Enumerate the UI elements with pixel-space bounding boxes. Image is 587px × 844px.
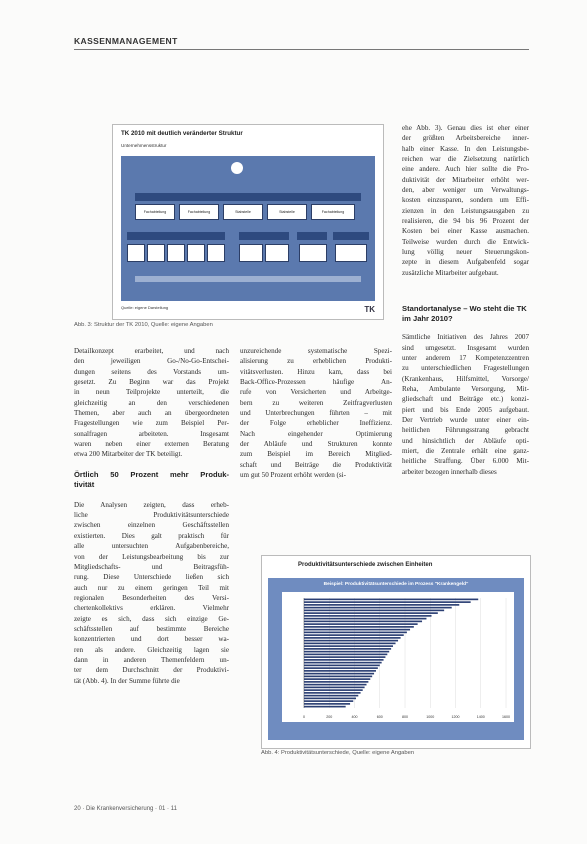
fig3-lower-bar-3 xyxy=(297,232,327,240)
fig3-box-1: Fachabteilung xyxy=(135,204,175,220)
fig3-unit-8 xyxy=(299,244,327,262)
text-line: ren als andere. Gleichzeitig lagen sie xyxy=(74,645,229,654)
fig4-chart-panel xyxy=(268,578,524,740)
fig3-unit-4 xyxy=(187,244,205,262)
text-line: gleichzeitig an den verschiedenen xyxy=(74,398,229,407)
x-tick-label: 800 xyxy=(402,715,408,719)
fig3-unit-9 xyxy=(335,244,367,262)
text-line: schäftsstellen auf bestimmte Bereiche xyxy=(74,624,229,633)
text-line: zwischen einzelnen Geschäftsstellen xyxy=(74,521,229,530)
text-line: Fragestellungen wie zum Beispiel Per- xyxy=(74,419,229,428)
text-line: Themen, aber auch an übergeordneten xyxy=(74,409,229,418)
bar xyxy=(304,634,404,636)
fig3-upper-bar xyxy=(135,193,361,201)
figure-3 xyxy=(112,124,384,320)
text-line: der größten Arbeitsbereiche inner- xyxy=(402,134,529,143)
bar xyxy=(304,667,378,669)
fig3-box-5: Fachabteilung xyxy=(311,204,355,220)
right-subhead xyxy=(402,304,529,324)
text-line: gliedschaft und Beiträge etc.) konzi- xyxy=(402,395,529,404)
text-line: zepte in diesem Aufgabenfeld sogar xyxy=(402,258,529,267)
left-subhead-line: tivität xyxy=(74,479,95,489)
text-line: zu unterschiedlichen Fragestellungen xyxy=(402,364,529,373)
bar xyxy=(304,706,346,708)
fig4-title: Produktivitätsunterschiede zwischen Einheiten xyxy=(298,562,433,568)
fig3-unit-6 xyxy=(239,244,263,262)
text-line: kosten einzusparen, sondern um Effi- xyxy=(402,196,529,205)
text-line: zusätzliche Mitarbeiter aufgebaut. xyxy=(402,268,499,277)
text-line: auch nur zu einem geringen Teil mit xyxy=(74,583,229,592)
text-line: Der Vertrieb wurde unter einer ein- xyxy=(402,415,529,424)
text-line: waren neben einer externen Beratung xyxy=(74,440,229,449)
fig4-chart-title: Beispiel: Produktivitätsunterschiede im Prozess "Krankengeld" xyxy=(323,582,469,587)
bar xyxy=(304,681,368,683)
fig3-org-chart xyxy=(121,156,375,301)
bar xyxy=(304,651,389,653)
fig4-caption: Abb. 4: Produktivitätsunterschiede, Quelle: eigene Angaben xyxy=(261,750,415,756)
text-line: miert, die Zentrale erhält eine ganz- xyxy=(402,446,529,455)
text-line: duktivität der Mitarbeiter erhöht wer- xyxy=(402,175,529,184)
bar xyxy=(304,610,444,612)
fig3-box-4: Stabstelle xyxy=(267,204,307,220)
header-rule xyxy=(74,49,529,50)
text-line: etwa 200 Mitarbeiter der TK beteiligt. xyxy=(74,450,183,459)
text-line: ter dem Durchschnitt der Produktivi- xyxy=(74,666,229,675)
fig3-caption: Abb. 3: Struktur der TK 2010, Quelle: eigene Angaben xyxy=(74,322,213,328)
text-line: in neun Teilprojekte unterteilt, die xyxy=(74,388,229,397)
bar xyxy=(304,703,350,705)
fig3-unit-3 xyxy=(167,244,185,262)
bar xyxy=(304,618,426,620)
text-line: tät (Abb. 4). In der Summe führte die xyxy=(74,676,180,685)
text-line: Back-Office-Prozessen häufige An- xyxy=(240,378,392,387)
bar xyxy=(304,623,418,625)
bar xyxy=(304,659,384,661)
text-line: arbeiter bezogen innerhalb dieses xyxy=(402,467,497,476)
text-line: zeigte es sich, dass sich einzige Ge- xyxy=(74,614,229,623)
right-para-2 xyxy=(402,332,529,477)
fig3-unit-2 xyxy=(147,244,165,262)
figure-4 xyxy=(261,555,531,749)
running-header: KASSENMANAGEMENT xyxy=(74,36,178,46)
page-footer: 20 · Die Krankenversicherung · 01 · 11 xyxy=(74,806,177,812)
left-para-1 xyxy=(74,346,229,460)
text-line: ehe Abb. 3). Genau dies ist eher einer xyxy=(402,124,529,132)
text-line: Die Analysen zeigten, dass erheb- xyxy=(74,500,229,509)
x-tick-label: 1400 xyxy=(476,715,485,719)
text-line: sind umgesetzt. Insgesamt wurden xyxy=(402,343,529,352)
left-column xyxy=(74,346,229,686)
text-line: Detailkonzept erarbeitet, und nach xyxy=(74,347,229,355)
text-line: unter anderem 17 Kompetenzzentren xyxy=(402,353,529,362)
text-line: gesetzt. Zu Beginn war das Projekt xyxy=(74,378,229,387)
bar xyxy=(304,632,407,634)
bar xyxy=(304,684,366,686)
fig3-title: TK 2010 mit deutlich veränderter Struktur xyxy=(121,130,243,137)
text-line: konzentrierten und dort besser wa- xyxy=(74,635,229,644)
tk-logo-icon: TK xyxy=(364,305,375,314)
text-line: regionalen Besonderheiten des Versi- xyxy=(74,593,229,602)
text-line: vitätsverlusten. Hinzu kam, dass bei xyxy=(240,367,392,376)
text-line: chertenkollektivs erklären. Vielmehr xyxy=(74,604,229,613)
bar xyxy=(304,645,393,647)
text-line: zum Beispiel im Bereich Mitglied- xyxy=(240,450,392,459)
text-line: Teilweise wurden durch die Entwick- xyxy=(402,237,529,246)
text-line: dann in anderen Themenfeldern un- xyxy=(74,655,229,664)
text-line: der Abläufe und Strukturen konnte xyxy=(240,440,392,449)
right-column xyxy=(402,123,529,477)
text-line: den, aber weniger um Verwaltungs- xyxy=(402,186,529,195)
text-line: dungen seitens des Vorstands um- xyxy=(74,367,229,376)
x-tick-label: 1000 xyxy=(426,715,435,719)
fig3-lower-bar-4 xyxy=(333,232,369,240)
productivity-bar-chart xyxy=(282,592,514,722)
text-line: bern zu weiteren Zeitfragverlusten xyxy=(240,398,392,407)
text-line: eine andere. Auch hier sollte die Pro- xyxy=(402,165,529,174)
bar xyxy=(304,678,370,680)
text-line: rufe von Versicherten und Arbeitge- xyxy=(240,388,392,397)
text-line: piert und bis Ende 2005 aufgebaut. xyxy=(402,405,529,414)
bar xyxy=(304,665,380,667)
bar xyxy=(304,643,396,645)
bar xyxy=(304,615,432,617)
text-line: reichen war die Zielsetzung natürlich xyxy=(402,155,529,164)
right-subhead-line: im Jahr 2010? xyxy=(402,314,453,324)
bar xyxy=(304,656,385,658)
text-line: Nach eingehender Optimierung xyxy=(240,429,392,438)
bar xyxy=(304,601,471,603)
left-subhead-line: Örtlich 50 Prozent mehr Produk- xyxy=(74,469,229,479)
bar xyxy=(304,640,398,642)
x-tick-label: 600 xyxy=(376,715,383,719)
text-line: schaft und Beiträge die Produktivität xyxy=(240,460,392,469)
fig3-footer: Quelle: eigene Darstellung xyxy=(121,305,169,310)
text-line: den jeweiligen Go-/No-Go-Entschei- xyxy=(74,357,229,366)
fig3-box-3: Stabstelle xyxy=(223,204,263,220)
text-line: Kosten bei einer Kasse ausmachen. xyxy=(402,227,529,236)
bar xyxy=(304,687,365,689)
text-line: heitlichen Führungsstrang gebracht xyxy=(402,426,529,435)
right-subhead-line: Standortanalyse – Wo steht die TK xyxy=(402,304,527,314)
text-line: sonalfragen arbeiteten. Insgesamt xyxy=(74,429,229,438)
right-para-1 xyxy=(402,123,529,278)
x-tick-label: 0 xyxy=(303,715,305,719)
text-line: um gut 50 Prozent erhöht werden (si- xyxy=(240,471,346,480)
bar xyxy=(304,612,438,614)
fig3-bottom-bar xyxy=(135,276,361,282)
text-line: Sämtliche Initiativen des Jahres 2007 xyxy=(402,333,529,342)
fig3-box-2: Fachabteilung xyxy=(179,204,219,220)
fig3-lower-bar-1 xyxy=(127,232,225,240)
left-subhead xyxy=(74,470,229,490)
text-line: Mitgliedschafts- und Beitragsfüh- xyxy=(74,562,229,571)
bar xyxy=(304,698,356,700)
text-line: halb einer Kasse. In den Leistungsbe- xyxy=(402,144,529,153)
text-line: alisierung zu erheblichen Produkti- xyxy=(240,357,392,366)
bar xyxy=(304,700,353,702)
bar xyxy=(304,637,401,639)
text-line: liche Produktivitätsunterschiede xyxy=(74,511,229,520)
bar xyxy=(304,599,478,601)
bar xyxy=(304,621,422,623)
text-line: von der Leistungsbearbeitung bis zur xyxy=(74,552,229,561)
middle-column xyxy=(240,346,392,480)
text-line: der Folge erheblicher Ineffizienz. xyxy=(240,419,392,428)
text-line: und Unterbrechungen führten – mit xyxy=(240,409,392,418)
text-line: rung. Diese Unterschiede ließen sich xyxy=(74,573,229,582)
bar xyxy=(304,673,374,675)
bar xyxy=(304,695,358,697)
text-line: Reha, Ambulante Versorgung, Mit- xyxy=(402,384,529,393)
fig3-subtitle: Unternehmensstruktur xyxy=(121,143,167,148)
fig3-unit-1 xyxy=(127,244,145,262)
text-line: zienzen in den Leistungsausgaben zu xyxy=(402,206,529,215)
text-line: lung völlig neuer Steuerungskon- xyxy=(402,248,529,257)
fig3-unit-5 xyxy=(207,244,225,262)
bar xyxy=(304,604,459,606)
text-line: unzureichende systematische Spezi- xyxy=(240,347,392,355)
bar xyxy=(304,662,382,664)
text-line: (Krankenhaus, Hilfsmittel, Vorsorge/ xyxy=(402,374,529,383)
mid-para-1 xyxy=(240,346,392,480)
fig4-plot-area xyxy=(282,592,514,722)
fig3-unit-7 xyxy=(265,244,289,262)
fig3-lower-bar-2 xyxy=(239,232,289,240)
x-tick-label: 1200 xyxy=(451,715,460,719)
bar xyxy=(304,670,376,672)
bar xyxy=(304,607,452,609)
x-tick-label: 400 xyxy=(351,715,358,719)
x-tick-label: 1600 xyxy=(502,715,510,719)
text-line: heitliche Straffung. Über 6.000 Mit- xyxy=(402,457,529,466)
fig3-top-node xyxy=(231,162,243,174)
bar xyxy=(304,654,387,656)
text-line: existierten. Dies galt praktisch für xyxy=(74,531,229,540)
left-para-2 xyxy=(74,500,229,686)
text-line: und hinsichtlich der Abläufe opti- xyxy=(402,436,529,445)
bar xyxy=(304,626,414,628)
bar xyxy=(304,648,391,650)
text-line: realisieren, die 94 bis 96 Prozent der xyxy=(402,217,529,226)
x-tick-label: 200 xyxy=(326,715,333,719)
text-line: alle untersuchten Aufgabenbereiche, xyxy=(74,542,229,551)
bar xyxy=(304,629,410,631)
bar xyxy=(304,676,372,678)
bar xyxy=(304,689,363,691)
bar xyxy=(304,692,361,694)
